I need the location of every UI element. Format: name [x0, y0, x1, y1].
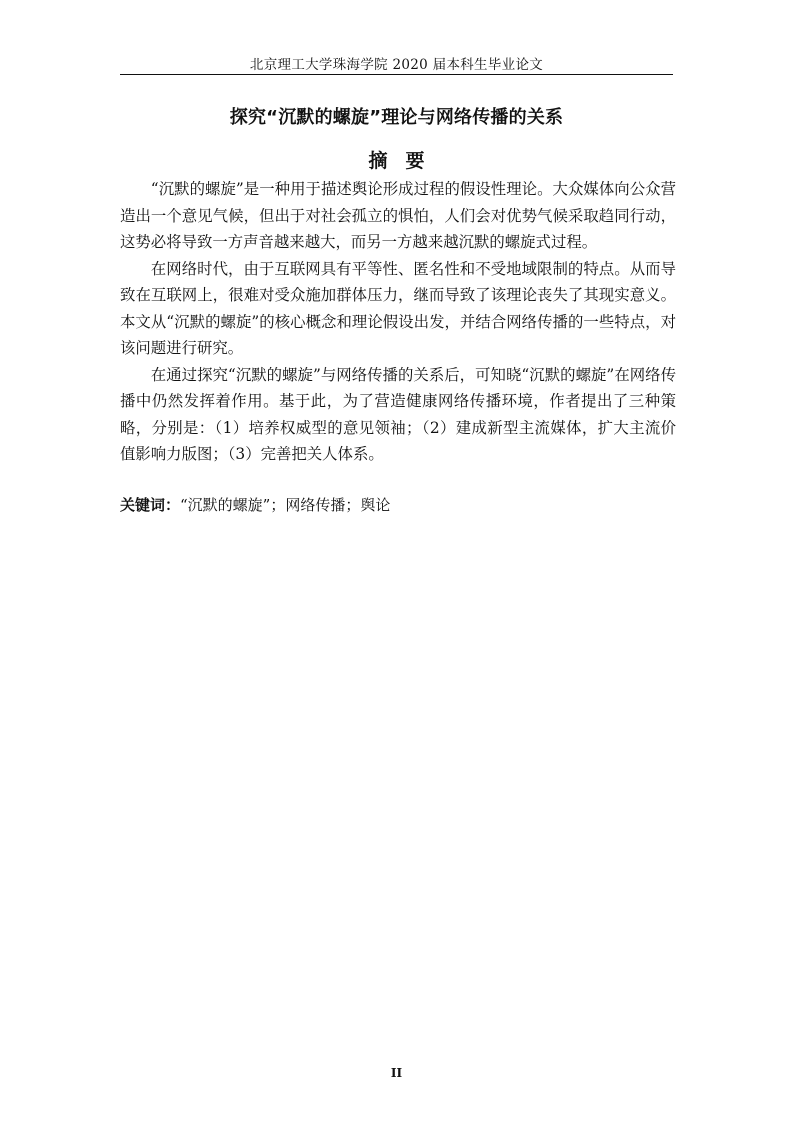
page-number: II — [390, 1066, 403, 1080]
abstract-paragraph-2: 在网络时代，由于互联网具有平等性、匿名性和不受地域限制的特点。从而导致在互联网上，很难对受众施加群体压力，继而导致了该理论丧失了其现实意义。本文从“沉默的螺旋”的核心概念和理论假设出发，并结合网络传播的一些特点，对该问题进行研究。 — [120, 259, 676, 357]
keywords — [120, 492, 676, 518]
paper-title: 探究“沉默的螺旋”理论与网络传播的关系 — [229, 107, 564, 128]
abstract-heading: 摘要 — [368, 150, 443, 172]
abstract-paragraph-1: “沉默的螺旋”是一种用于描述舆论形成过程的假设性理论。大众媒体向公众营造出一个意见气候，但出于对社会孤立的惧怕，人们会对优势气候采取趋同行动，这势必将导致一方声音越来越大，而另一方越来越沉默的螺旋式过程。 — [120, 180, 676, 251]
running-header: 北京理工大学珠海学院 2020 届本科生毕业论文 — [249, 57, 544, 73]
abstract-paragraph-3: 在通过探究“沉默的螺旋”与网络传播的关系后，可知晓“沉默的螺旋”在网络传播中仍然发挥着作用。基于此，为了营造健康网络传播环境，作者提出了三种策略，分别是：（1）培养权威型的意见领袖；（2）建成新型主流媒体，扩大主流价值影响力版图；（3）完善把关人体系。 — [120, 365, 676, 463]
abstract-body — [120, 176, 676, 468]
header-rule — [120, 74, 673, 75]
keywords-label: 关键词： — [120, 496, 181, 514]
keywords-text: “沉默的螺旋”；网络传播；舆论 — [180, 496, 391, 514]
